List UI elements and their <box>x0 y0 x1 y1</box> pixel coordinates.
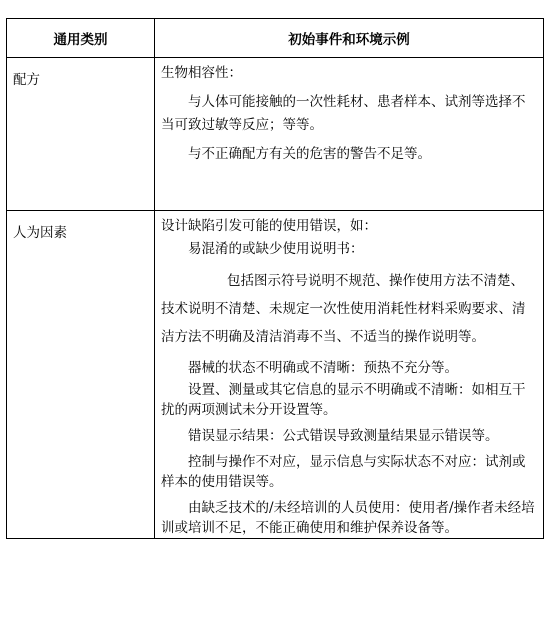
hazard-table <box>6 18 544 539</box>
row-description <box>155 58 544 211</box>
description-line: 设计缺陷引发可能的使用错误，如： <box>161 218 377 234</box>
description-line: 器械的状态不明确或不清晰：预热不充分等。 <box>188 360 458 376</box>
header-examples: 初始事件和环境示例 <box>155 19 544 58</box>
table-row <box>7 58 544 211</box>
description-line: 控制与操作不对应，显示信息与实际状态不对应：试剂或样本的使用错误等。 <box>161 454 526 490</box>
table-row <box>7 211 544 539</box>
description-line: 易混淆的或缺少使用说明书： <box>188 241 364 257</box>
description-line: 由缺乏技术的/未经培训的人员使用：使用者/操作者未经培训或培训不足，不能正确使用和维护保养设备等。 <box>161 500 535 536</box>
row-description <box>155 211 544 539</box>
description-line: 错误显示结果：公式错误导致测量结果显示错误等。 <box>188 428 499 444</box>
description-line: 生物相容性： <box>161 65 242 81</box>
table-header-row <box>7 19 544 58</box>
description-line: 设置、测量或其它信息的显示不明确或不清晰：如相互干扰的两项测试未分开设置等。 <box>161 382 526 418</box>
header-category: 通用类别 <box>7 19 155 58</box>
row-category: 人为因素 <box>7 211 155 539</box>
description-line: 与不正确配方有关的危害的警告不足等。 <box>188 146 431 162</box>
description-line: 与人体可能接触的一次性耗材、患者样本、试剂等选择不当可致过敏等反应；等等。 <box>161 94 526 133</box>
row-category: 配方 <box>7 58 155 211</box>
description-line: 包括图示符号说明不规范、操作使用方法不清楚、技术说明不清楚、未规定一次性使用消耗性材料采购要求、清洁方法不明确及清洁消毒不当、不适当的操作说明等。 <box>161 273 526 345</box>
